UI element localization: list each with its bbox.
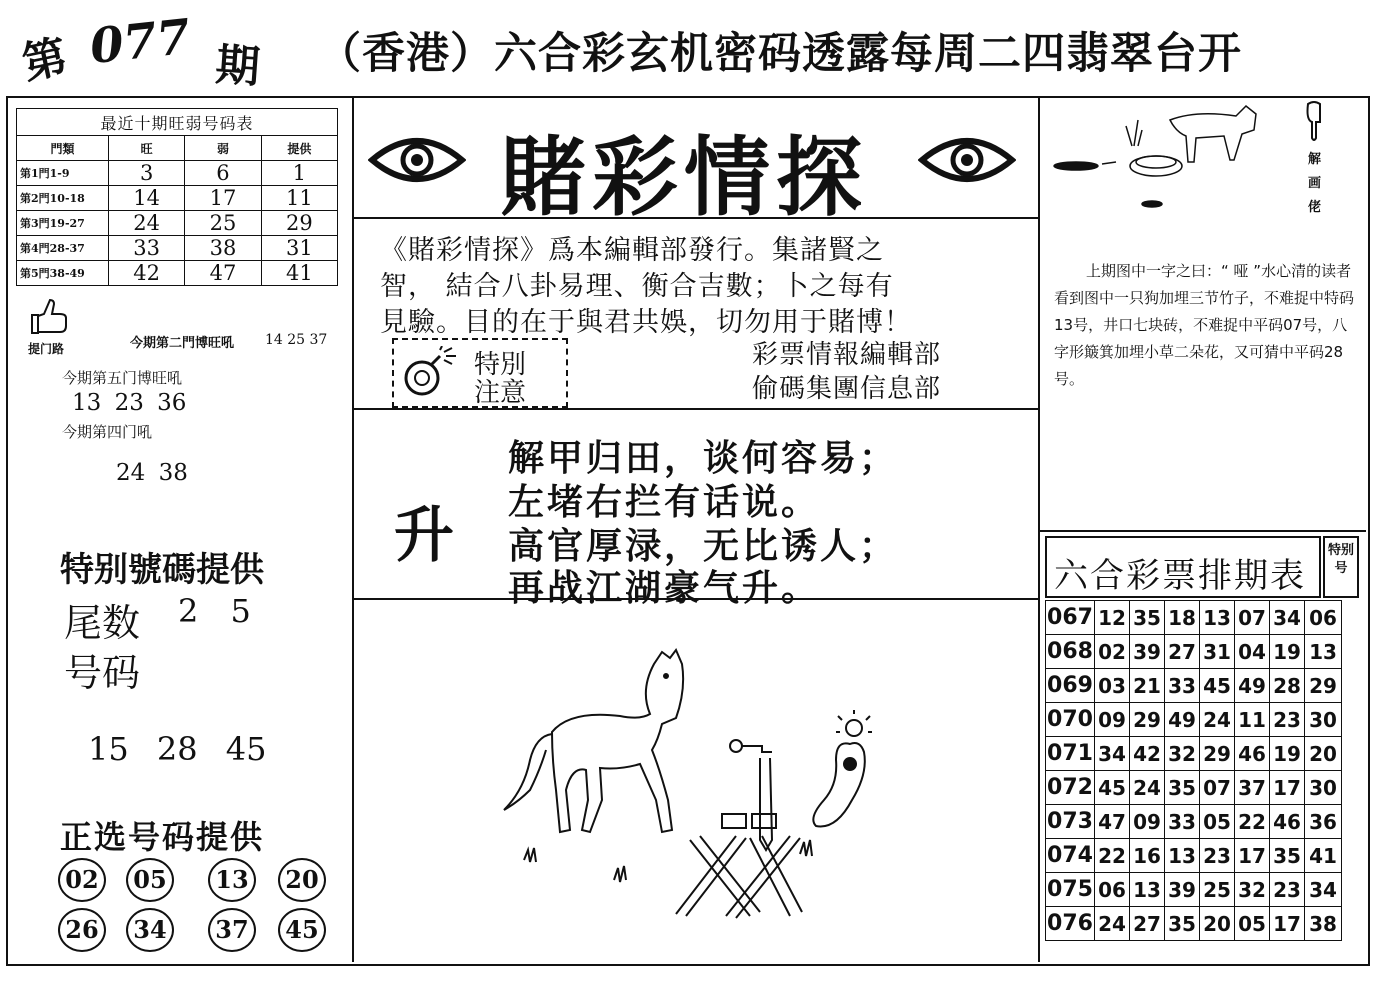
table-row bbox=[1046, 737, 1342, 771]
number-cell: 17 bbox=[1270, 771, 1305, 805]
cell: 1 bbox=[261, 161, 337, 186]
pick-title: 正选号码提供 bbox=[60, 818, 265, 856]
poem-line: 左堵右拦有话说。 bbox=[508, 482, 821, 523]
eye-icon bbox=[918, 128, 1016, 192]
number-cell: 39 bbox=[1165, 873, 1200, 907]
cell: 42 bbox=[109, 261, 185, 286]
number-cell: 22 bbox=[1095, 839, 1130, 873]
number-cell: 19 bbox=[1270, 635, 1305, 669]
issue-prefix: 第 bbox=[18, 30, 72, 90]
number-cell: 25 bbox=[1200, 873, 1235, 907]
row-label: 第5門38-49 bbox=[17, 261, 109, 286]
last-issue-picture bbox=[1046, 100, 1262, 212]
bomb-icon bbox=[400, 346, 460, 398]
pick-number: 20 bbox=[278, 858, 326, 902]
tail-label: 尾数 bbox=[64, 601, 141, 645]
number-cell: 27 bbox=[1130, 907, 1165, 941]
table-row bbox=[1046, 873, 1342, 907]
poem-line: 高官厚渌，无比诱人； bbox=[508, 526, 899, 567]
number-cell: 11 bbox=[1235, 703, 1270, 737]
issue-cell: 071 bbox=[1046, 737, 1095, 771]
poem-key-char: 升 bbox=[394, 501, 454, 571]
table-row bbox=[1046, 907, 1342, 941]
issue-cell: 072 bbox=[1046, 771, 1095, 805]
hint-label: 提门路 bbox=[28, 342, 65, 356]
issue-cell: 074 bbox=[1046, 839, 1095, 873]
number-cell: 16 bbox=[1130, 839, 1165, 873]
issue-number: 077 bbox=[87, 8, 193, 76]
number-cell: 37 bbox=[1235, 771, 1270, 805]
cell: 38 bbox=[185, 236, 261, 261]
number-cell: 35 bbox=[1270, 839, 1305, 873]
poem-line: 再战江湖豪气升。 bbox=[508, 568, 821, 609]
poem-line: 解甲归田，谈何容易； bbox=[508, 438, 899, 479]
number-cell: 09 bbox=[1130, 805, 1165, 839]
number-cell: 04 bbox=[1235, 635, 1270, 669]
cell: 29 bbox=[261, 211, 337, 236]
table-header: 弱 bbox=[185, 136, 261, 161]
cell: 6 bbox=[185, 161, 261, 186]
table-row bbox=[17, 236, 338, 261]
special-cell: 41 bbox=[1305, 839, 1342, 873]
page-title: （香港）六合彩玄机密码透露每周二四翡翠台开 bbox=[318, 29, 1242, 79]
row-label: 第2門10-18 bbox=[17, 186, 109, 211]
table-row bbox=[1046, 703, 1342, 737]
pointing-hand-icon bbox=[1302, 100, 1326, 142]
special-cell: 29 bbox=[1305, 669, 1342, 703]
number-cell: 05 bbox=[1200, 805, 1235, 839]
schedule-table bbox=[1045, 600, 1342, 941]
number-cell: 02 bbox=[1095, 635, 1130, 669]
number-cell: 13 bbox=[1165, 839, 1200, 873]
notice-line2: 注意 bbox=[474, 378, 527, 408]
cell: 33 bbox=[109, 236, 185, 261]
issue-cell: 075 bbox=[1046, 873, 1095, 907]
number-cell: 24 bbox=[1130, 771, 1165, 805]
row-label: 第1門1-9 bbox=[17, 161, 109, 186]
issue-cell: 070 bbox=[1046, 703, 1095, 737]
hint-char: 佬 bbox=[1308, 200, 1322, 215]
special-cell: 38 bbox=[1305, 907, 1342, 941]
riddle-illustration bbox=[490, 640, 910, 920]
number-cell: 07 bbox=[1235, 601, 1270, 635]
number-cell: 47 bbox=[1095, 805, 1130, 839]
intro-line: 見驗。目的在于與君共娛，切勿用于賭博！ bbox=[380, 307, 912, 338]
last-issue-note: 上期图中一字之曰：“ 哑 ”水心清的读者看到图中一只狗加埋三节竹子，不难捉中特码13号，井口七块砖，不难捉中平码07号，八字形簸箕加埋小草二朵花，又可猜中平码28号。 bbox=[1054, 262, 1355, 388]
number-cell: 23 bbox=[1270, 873, 1305, 907]
thumbs-up-icon bbox=[30, 298, 70, 336]
row-label: 第4門28-37 bbox=[17, 236, 109, 261]
door5-text: 今期第五门博旺吼 bbox=[62, 369, 183, 387]
pick-number: 37 bbox=[208, 908, 256, 952]
info-dept: 偷碼集團信息部 bbox=[752, 374, 942, 404]
brand-title: 賭彩情探 bbox=[500, 127, 868, 228]
number-cell: 32 bbox=[1165, 737, 1200, 771]
number-cell: 27 bbox=[1165, 635, 1200, 669]
special-cell: 06 bbox=[1305, 601, 1342, 635]
special-cell: 30 bbox=[1305, 703, 1342, 737]
cell: 11 bbox=[261, 186, 337, 211]
divider-left bbox=[352, 96, 354, 962]
cell: 3 bbox=[109, 161, 185, 186]
table-row bbox=[17, 211, 338, 236]
schedule-title: 六合彩票排期表 bbox=[1054, 556, 1306, 596]
number-cell: 45 bbox=[1200, 669, 1235, 703]
issue-cell: 067 bbox=[1046, 601, 1095, 635]
number-cell: 23 bbox=[1270, 703, 1305, 737]
table-caption: 最近十期旺弱号码表 bbox=[17, 109, 338, 136]
pick-number: 45 bbox=[278, 908, 326, 952]
divider-right bbox=[1038, 96, 1040, 962]
door5-numbers: 13 23 36 bbox=[72, 390, 187, 416]
table-row bbox=[17, 186, 338, 211]
number-cell: 17 bbox=[1270, 907, 1305, 941]
door4-numbers: 24 38 bbox=[116, 460, 188, 486]
number-cell: 34 bbox=[1270, 601, 1305, 635]
table-row bbox=[1046, 805, 1342, 839]
table-header: 提供 bbox=[261, 136, 337, 161]
number-cell: 33 bbox=[1165, 805, 1200, 839]
special-cell: 34 bbox=[1305, 873, 1342, 907]
table-header: 旺 bbox=[109, 136, 185, 161]
cell: 25 bbox=[185, 211, 261, 236]
number-cell: 19 bbox=[1270, 737, 1305, 771]
cell: 31 bbox=[261, 236, 337, 261]
issue-header bbox=[18, 8, 262, 94]
door2-text: 今期第二門博旺吼 bbox=[130, 336, 235, 351]
cell: 41 bbox=[261, 261, 337, 286]
tail-numbers: 2 5 bbox=[178, 592, 251, 630]
cell: 14 bbox=[109, 186, 185, 211]
number-cell: 49 bbox=[1165, 703, 1200, 737]
eye-icon bbox=[368, 128, 466, 192]
number-cell: 46 bbox=[1235, 737, 1270, 771]
number-cell: 49 bbox=[1235, 669, 1270, 703]
hint-char: 解 bbox=[1308, 152, 1322, 167]
editorial-dept: 彩票情報編輯部 bbox=[752, 340, 942, 370]
number-cell: 03 bbox=[1095, 669, 1130, 703]
table-row bbox=[1046, 601, 1342, 635]
number-cell: 18 bbox=[1165, 601, 1200, 635]
issue-suffix: 期 bbox=[213, 39, 262, 94]
number-cell: 12 bbox=[1095, 601, 1130, 635]
code-label: 号码 bbox=[64, 651, 141, 695]
hint-char: 画 bbox=[1308, 176, 1322, 191]
number-cell: 05 bbox=[1235, 907, 1270, 941]
issue-cell: 069 bbox=[1046, 669, 1095, 703]
number-cell: 22 bbox=[1235, 805, 1270, 839]
number-cell: 20 bbox=[1200, 907, 1235, 941]
number-cell: 31 bbox=[1200, 635, 1235, 669]
number-cell: 09 bbox=[1095, 703, 1130, 737]
intro-line: 智， 結合八卦易理、衡合吉數；卜之每有 bbox=[380, 271, 894, 302]
special-cell: 13 bbox=[1305, 635, 1342, 669]
table-row bbox=[17, 261, 338, 286]
number-cell: 35 bbox=[1165, 907, 1200, 941]
number-cell: 23 bbox=[1200, 839, 1235, 873]
number-cell: 33 bbox=[1165, 669, 1200, 703]
cell: 24 bbox=[109, 211, 185, 236]
number-cell: 21 bbox=[1130, 669, 1165, 703]
issue-cell: 068 bbox=[1046, 635, 1095, 669]
number-cell: 07 bbox=[1200, 771, 1235, 805]
special-title: 特别號碼提供 bbox=[60, 550, 264, 590]
door2-numbers: 14 25 37 bbox=[265, 332, 328, 348]
notice-line1: 特別 bbox=[474, 350, 527, 380]
number-cell: 34 bbox=[1095, 737, 1130, 771]
table-row bbox=[17, 161, 338, 186]
table-row bbox=[1046, 635, 1342, 669]
number-cell: 42 bbox=[1130, 737, 1165, 771]
special-cell: 20 bbox=[1305, 737, 1342, 771]
number-cell: 13 bbox=[1130, 873, 1165, 907]
number-cell: 28 bbox=[1270, 669, 1305, 703]
issue-cell: 073 bbox=[1046, 805, 1095, 839]
pick-number: 26 bbox=[58, 908, 106, 952]
table-row bbox=[1046, 771, 1342, 805]
number-cell: 45 bbox=[1095, 771, 1130, 805]
number-cell: 06 bbox=[1095, 873, 1130, 907]
cell: 17 bbox=[185, 186, 261, 211]
code-numbers: 15 28 45 bbox=[88, 730, 267, 768]
pick-number: 05 bbox=[126, 858, 174, 902]
divider-center-2 bbox=[352, 408, 1040, 410]
number-cell: 24 bbox=[1095, 907, 1130, 941]
number-cell: 29 bbox=[1130, 703, 1165, 737]
table-row bbox=[1046, 669, 1342, 703]
door4-text: 今期第四门吼 bbox=[62, 423, 153, 441]
schedule-special-header: 特别号 bbox=[1323, 536, 1359, 598]
pick-number: 02 bbox=[58, 858, 106, 902]
special-cell: 30 bbox=[1305, 771, 1342, 805]
table-header: 門類 bbox=[17, 136, 109, 161]
number-cell: 39 bbox=[1130, 635, 1165, 669]
number-cell: 32 bbox=[1235, 873, 1270, 907]
number-cell: 35 bbox=[1165, 771, 1200, 805]
cell: 47 bbox=[185, 261, 261, 286]
pick-number: 13 bbox=[208, 858, 256, 902]
number-cell: 13 bbox=[1200, 601, 1235, 635]
row-label: 第3門19-27 bbox=[17, 211, 109, 236]
number-cell: 24 bbox=[1200, 703, 1235, 737]
table-row bbox=[1046, 839, 1342, 873]
pick-number: 34 bbox=[126, 908, 174, 952]
issue-cell: 076 bbox=[1046, 907, 1095, 941]
intro-line: 《賭彩情探》爲本編輯部發行。集諸賢之 bbox=[380, 235, 884, 266]
number-cell: 17 bbox=[1235, 839, 1270, 873]
divider-right-1 bbox=[1040, 530, 1366, 532]
number-cell: 35 bbox=[1130, 601, 1165, 635]
recent-hot-cold-table bbox=[16, 108, 338, 286]
number-cell: 29 bbox=[1200, 737, 1235, 771]
riddle-hint-vertical bbox=[1308, 148, 1324, 220]
number-cell: 46 bbox=[1270, 805, 1305, 839]
special-cell: 36 bbox=[1305, 805, 1342, 839]
